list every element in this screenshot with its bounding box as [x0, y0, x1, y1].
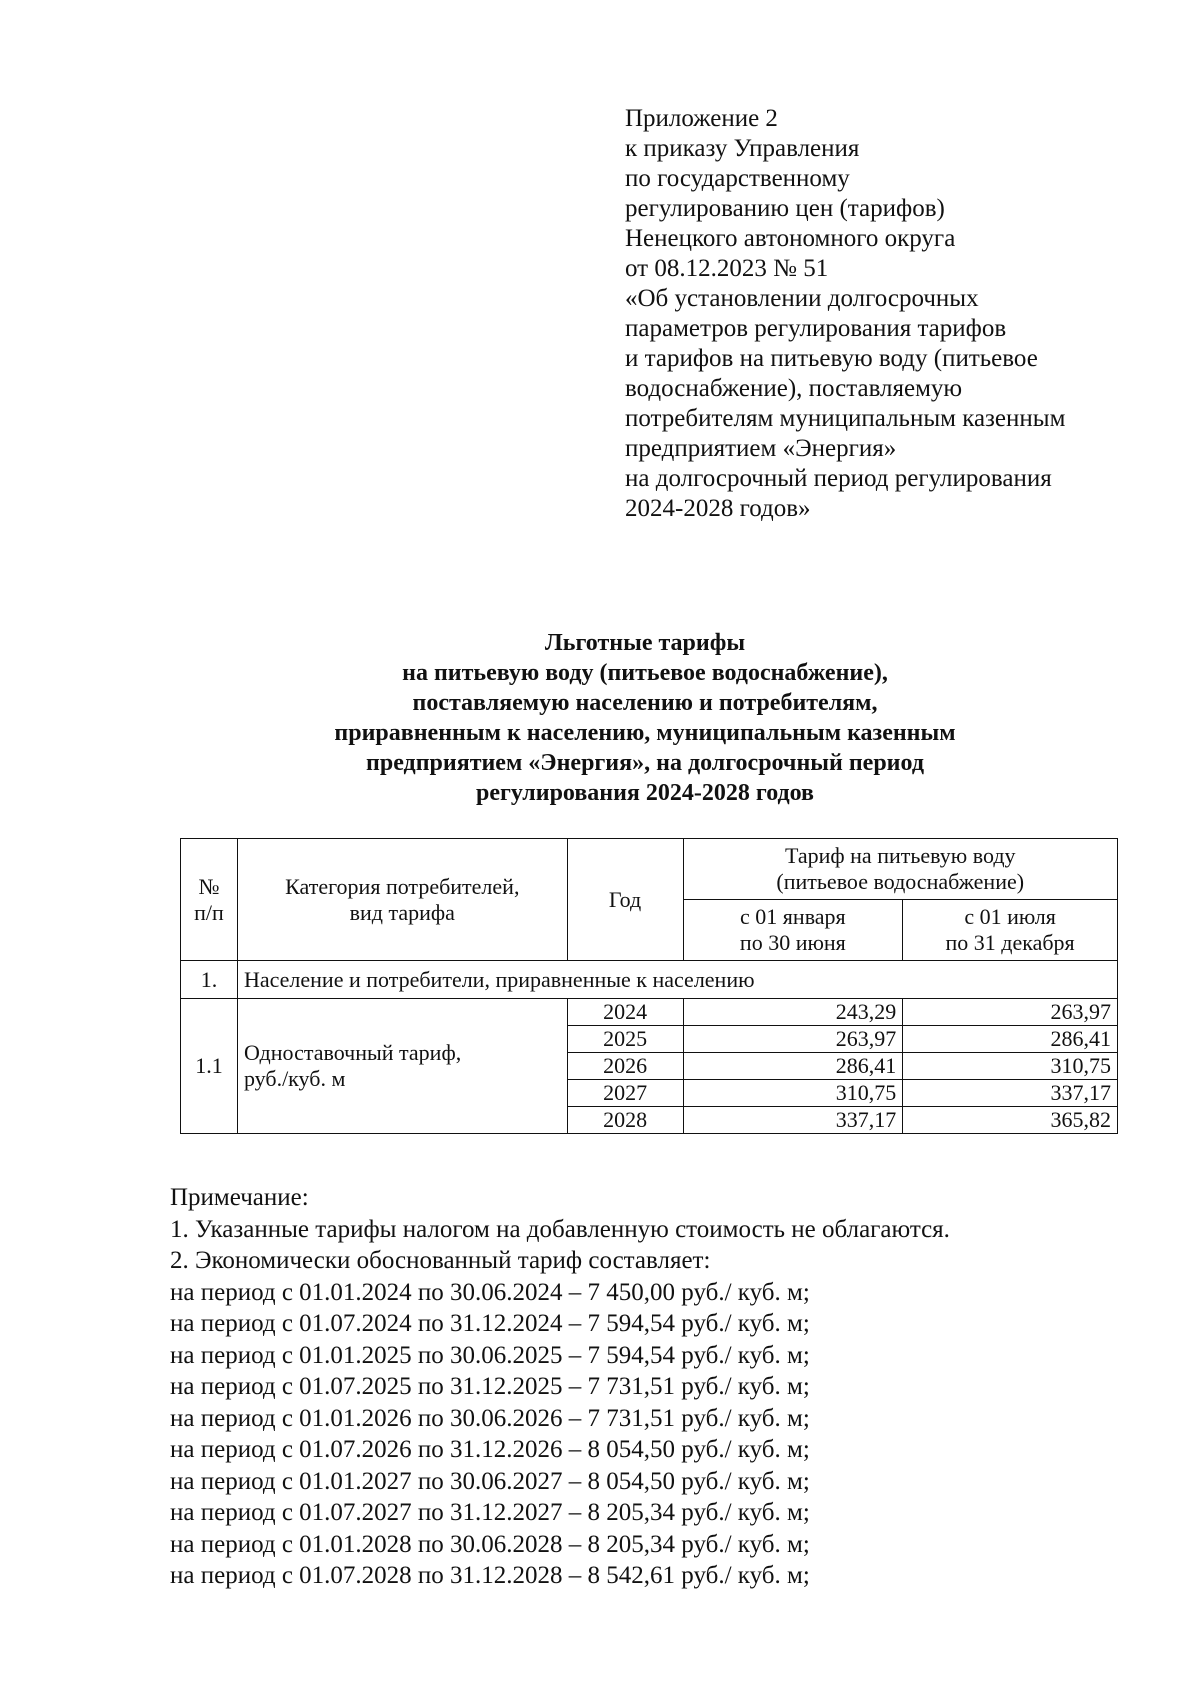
group-number: 1.1: [181, 999, 238, 1134]
appendix-line: Ненецкого автономного округа: [625, 225, 956, 252]
tariff-second-half-cell: 263,97: [903, 999, 1118, 1026]
note-line: на период с 01.07.2028 по 31.12.2028 – 8 542,61 руб./ куб. м;: [170, 1562, 810, 1589]
appendix-line: предприятием «Энергия»: [625, 435, 897, 462]
period1-line1: с 01 января: [740, 904, 846, 929]
section-row: [181, 961, 1118, 999]
appendix-line: регулированию цен (тарифов): [625, 195, 945, 222]
tariff-first-half-cell: 310,75: [683, 1080, 903, 1107]
header-year: Год: [567, 839, 683, 961]
group-label: [237, 999, 567, 1134]
appendix-line: потребителям муниципальным казенным: [625, 405, 1066, 432]
title-line: Льготные тарифы: [544, 630, 746, 656]
title-line: предприятием «Энергия», на долгосрочный период: [366, 750, 924, 776]
appendix-block: [625, 104, 1145, 524]
header-category: [237, 839, 567, 961]
title-line: на питьевую воду (питьевое водоснабжение),: [402, 660, 888, 686]
tariff-first-half-cell: 286,41: [683, 1053, 903, 1080]
note-line: на период с 01.07.2027 по 31.12.2027 – 8 205,34 руб./ куб. м;: [170, 1499, 810, 1526]
title-line: приравненным к населению, муниципальным казенным: [334, 720, 956, 746]
title-line: поставляемую населению и потребителям,: [412, 690, 878, 716]
note-line: на период с 01.01.2028 по 30.06.2028 – 8 205,34 руб./ куб. м;: [170, 1530, 810, 1558]
notes-block: [170, 1182, 1150, 1592]
table-header-row: [181, 839, 1118, 900]
note-line: на период с 01.01.2025 по 30.06.2025 – 7 594,54 руб./ куб. м;: [170, 1341, 810, 1369]
note-line: на период с 01.01.2027 по 30.06.2027 – 8 054,50 руб./ куб. м;: [170, 1467, 810, 1495]
appendix-line: от 08.12.2023 № 51: [625, 255, 829, 282]
notes-heading: Примечание:: [170, 1184, 309, 1211]
tariff-first-half-cell: 337,17: [683, 1107, 903, 1134]
note-line: на период с 01.01.2026 по 30.06.2026 – 7 731,51 руб./ куб. м;: [170, 1404, 810, 1432]
header-number-line1: №: [198, 873, 220, 899]
section-label: Население и потребители, приравненные к населению: [237, 961, 1117, 999]
appendix-line: «Об установлении долгосрочных: [625, 285, 979, 312]
header-tariff: [683, 839, 1118, 900]
header-period-second-half: [903, 900, 1118, 961]
appendix-line: по государственному: [625, 165, 850, 192]
tariff-second-half-cell: 310,75: [903, 1053, 1118, 1080]
group-label-line2: руб./куб. м: [243, 1066, 346, 1091]
appendix-line: Приложение 2: [625, 105, 778, 132]
header-period-first-half: [683, 900, 903, 961]
period1-line2: по 30 июня: [739, 930, 846, 955]
year-cell: 2025: [567, 1026, 683, 1053]
note-line: на период с 01.07.2025 по 31.12.2025 – 7 731,51 руб./ куб. м;: [170, 1373, 810, 1400]
note-line: на период с 01.07.2024 по 31.12.2024 – 7 594,54 руб./ куб. м;: [170, 1310, 810, 1337]
note-line: на период с 01.01.2024 по 30.06.2024 – 7 450,00 руб./ куб. м;: [170, 1278, 810, 1306]
year-cell: 2024: [567, 999, 683, 1026]
header-tariff-line2: (питьевое водоснабжение): [776, 869, 1025, 894]
year-cell: 2026: [567, 1053, 683, 1080]
appendix-line: на долгосрочный период регулирования: [625, 465, 1052, 492]
table-row: [181, 999, 1118, 1026]
period2-line2: по 31 декабря: [945, 930, 1075, 955]
appendix-line: к приказу Управления: [625, 135, 860, 162]
appendix-line: водоснабжение), поставляемую: [625, 375, 963, 402]
tariff-first-half-cell: 243,29: [683, 999, 903, 1026]
note-line: на период с 01.07.2026 по 31.12.2026 – 8 054,50 руб./ куб. м;: [170, 1436, 810, 1463]
group-label-line1: Одноставочный тариф,: [243, 1040, 462, 1065]
tariff-second-half-cell: 286,41: [903, 1026, 1118, 1053]
header-number: [181, 839, 238, 961]
section-number: 1.: [181, 961, 238, 999]
note-line: 2. Экономически обоснованный тариф составляет:: [170, 1247, 711, 1274]
tariff-second-half-cell: 337,17: [903, 1080, 1118, 1107]
tariff-second-half-cell: 365,82: [903, 1107, 1118, 1134]
note-line: 1. Указанные тарифы налогом на добавленную стоимость не облагаются.: [170, 1215, 950, 1243]
tariff-table: [180, 838, 1118, 1134]
year-cell: 2027: [567, 1080, 683, 1107]
title-line: регулирования 2024-2028 годов: [475, 780, 815, 806]
header-number-line2: п/п: [194, 899, 224, 925]
year-cell: 2028: [567, 1107, 683, 1134]
header-category-line1: Категория потребителей,: [285, 873, 520, 899]
period2-line1: с 01 июля: [964, 904, 1056, 929]
appendix-line: 2024-2028 годов»: [625, 495, 811, 522]
appendix-line: параметров регулирования тарифов: [625, 315, 1007, 342]
document-title: [170, 628, 1120, 808]
tariff-first-half-cell: 263,97: [683, 1026, 903, 1053]
header-tariff-line1: Тариф на питьевую воду: [784, 843, 1016, 868]
appendix-line: и тарифов на питьевую воду (питьевое: [625, 345, 1038, 372]
header-category-line2: вид тарифа: [349, 899, 455, 925]
